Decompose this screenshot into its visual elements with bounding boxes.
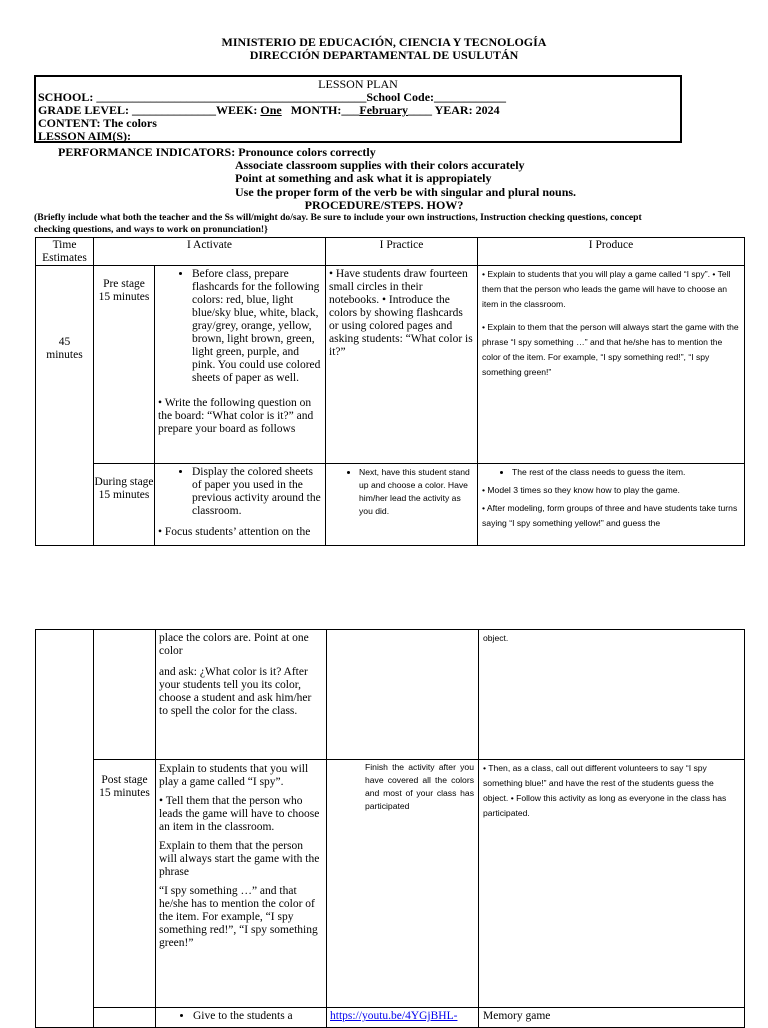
video-link[interactable]: https://youtu.be/4YGjBHL- — [330, 1010, 458, 1022]
table-row — [36, 760, 745, 1008]
pre-produce-text: • Explain to them that the person will always start the game with the phrase “I spy something …” and that he/she has to mention the color of the item. For example, “I spy something red!”, “I spy something green!” — [482, 322, 739, 377]
col-header-time: Time Estimates — [36, 238, 94, 266]
post-activate-cell — [156, 760, 327, 1008]
col-header-produce: I Produce — [478, 238, 745, 266]
last-activate-cell — [156, 1008, 327, 1028]
practice-empty-cell — [327, 630, 479, 760]
post-stage-cell — [94, 760, 156, 1008]
continued-activate-text: place the colors are. Point at one color — [159, 632, 309, 657]
col-header-activate: I Activate — [94, 238, 326, 266]
during-activate-note: • Focus students’ attention on the — [158, 526, 311, 538]
pre-produce-cell — [478, 266, 745, 464]
grade-label: GRADE LEVEL: ______________WEEK: — [38, 103, 261, 117]
stage-label: Pre stage — [103, 278, 145, 290]
performance-indicators-label: PERFORMANCE INDICATORS: Pronounce colors correctly — [58, 145, 376, 159]
list-item: • Display the colored sheets of paper you used in the previous activity around the classroom. — [192, 466, 322, 518]
stage-label: During stage — [94, 476, 154, 488]
procedure-table-continued — [35, 629, 745, 1028]
procedure-note-line: checking questions, and ways to work on pronunciation!} — [34, 224, 268, 235]
procedure-note — [34, 212, 642, 236]
school-field: SCHOOL: _____________________________________________School Code:____________ — [38, 90, 507, 104]
post-produce-cell: • Then, as a class, call out different volunteers to say “I spy something blue!” and have the rest of the students guess the object. • Follow this activity as long as everyone in the class has participated. — [479, 760, 745, 1008]
month-label: MONTH:___ — [281, 103, 360, 117]
post-activate-text: Explain to them that the person will always start the game with the phrase — [159, 840, 320, 878]
ministry-title: MINISTERIO DE EDUCACIÓN, CIENCIA Y TECNOLOGÍA — [221, 35, 547, 49]
post-activate-text: “I spy something …” and that he/she has to mention the color of the item. For example, “I spy something red!”, “I spy something green!” — [159, 885, 318, 949]
table-row — [36, 1008, 745, 1028]
indicator-item: Use the proper form of the verb be with singular and plural nouns. — [235, 185, 577, 199]
list-item: • Give to the students a — [193, 1010, 323, 1023]
continued-activate-text: and ask: ¿What color is it? After your students tell you its color, choose a student and ask him/her to spell the color for the class. — [159, 666, 312, 717]
table-row — [36, 464, 745, 546]
pre-activate-note: • Write the following question on the board: “What color is it?” and prepare your board as follows — [158, 397, 314, 435]
during-practice-cell — [326, 464, 478, 546]
last-produce-cell: Memory game — [479, 1008, 745, 1028]
stage-empty-cell — [94, 630, 156, 760]
pre-activate-cell — [155, 266, 326, 464]
time-column-empty — [36, 630, 94, 1028]
during-produce-text: • Model 3 times so they know how to play the game. — [482, 485, 680, 495]
table-row — [36, 630, 745, 760]
lesson-plan-box — [34, 75, 682, 143]
indicator-item: Associate classroom supplies with their colors accurately — [235, 158, 525, 172]
continued-produce-cell: object. — [479, 630, 745, 760]
post-activate-text: Explain to students that you will play a game called “I spy”. — [159, 763, 309, 788]
during-stage-cell — [94, 464, 155, 546]
lesson-aim-field: LESSON AIM(S): — [38, 129, 132, 143]
pre-practice-cell: • Have students draw fourteen small circles in their notebooks. • Introduce the colors by showing flashcards or using colored pages and asking students: “What color is it?” — [326, 266, 478, 464]
stage-time: 15 minutes — [98, 489, 150, 501]
stage-empty-cell — [94, 1008, 156, 1028]
last-practice-cell — [327, 1008, 479, 1028]
post-activate-text: • Tell them that the person who leads the game will have to choose an item in the classroom. — [159, 795, 320, 833]
year-label: ____ YEAR: 2024 — [408, 103, 500, 117]
table-row — [36, 266, 745, 464]
during-produce-cell — [478, 464, 745, 546]
department-title: DIRECCIÓN DEPARTAMENTAL DE USULUTÁN — [249, 48, 519, 62]
week-value: One — [260, 103, 282, 117]
during-produce-text: • After modeling, form groups of three and have students take turns saying “I spy something yellow!” and guess the — [482, 503, 738, 528]
stage-label: Post stage — [101, 774, 148, 786]
table-header-row — [36, 238, 745, 266]
procedure-table — [35, 237, 745, 546]
procedure-note-line: (Briefly include what both the teacher and the Ss will/might do/say. Be sure to include your own instructions, Instruction checking questions, concept — [34, 212, 642, 223]
list-item: • Next, have this student stand up and choose a color. Have him/her lead the activity as you did. — [359, 466, 474, 518]
col-header-practice: I Practice — [326, 238, 478, 266]
continued-activate-cell — [156, 630, 327, 760]
procedure-title: PROCEDURE/STEPS. HOW? — [304, 198, 464, 212]
month-value: February — [359, 103, 409, 117]
pre-produce-text: • Explain to students that you will play a game called “I spy”. • Tell them that the person who leads the game will have to choose an item in the classroom. — [482, 269, 731, 309]
total-time-cell — [36, 266, 94, 546]
indicator-item: Point at something and ask what it is appropiately — [235, 171, 492, 185]
lesson-plan-title: LESSON PLAN — [318, 77, 398, 91]
stage-time: 15 minutes — [99, 787, 150, 799]
list-item: • The rest of the class needs to guess the item. — [512, 465, 740, 480]
during-activate-cell — [155, 464, 326, 546]
stage-time: 15 minutes — [98, 291, 150, 303]
post-practice-cell: Finish the activity after you have covered all the colors and most of your class has participated — [327, 760, 479, 1008]
total-time: 45 minutes — [46, 335, 83, 361]
pre-stage-cell — [94, 266, 155, 464]
content-field: CONTENT: The colors — [38, 116, 157, 130]
list-item: • Before class, prepare flashcards for the following colors: red, blue, light blue/sky blue, white, black, gray/grey, orange, yellow, brown, light brown, green, light green, purple, and pink. You could use colored sheets of paper as well. — [192, 268, 322, 385]
